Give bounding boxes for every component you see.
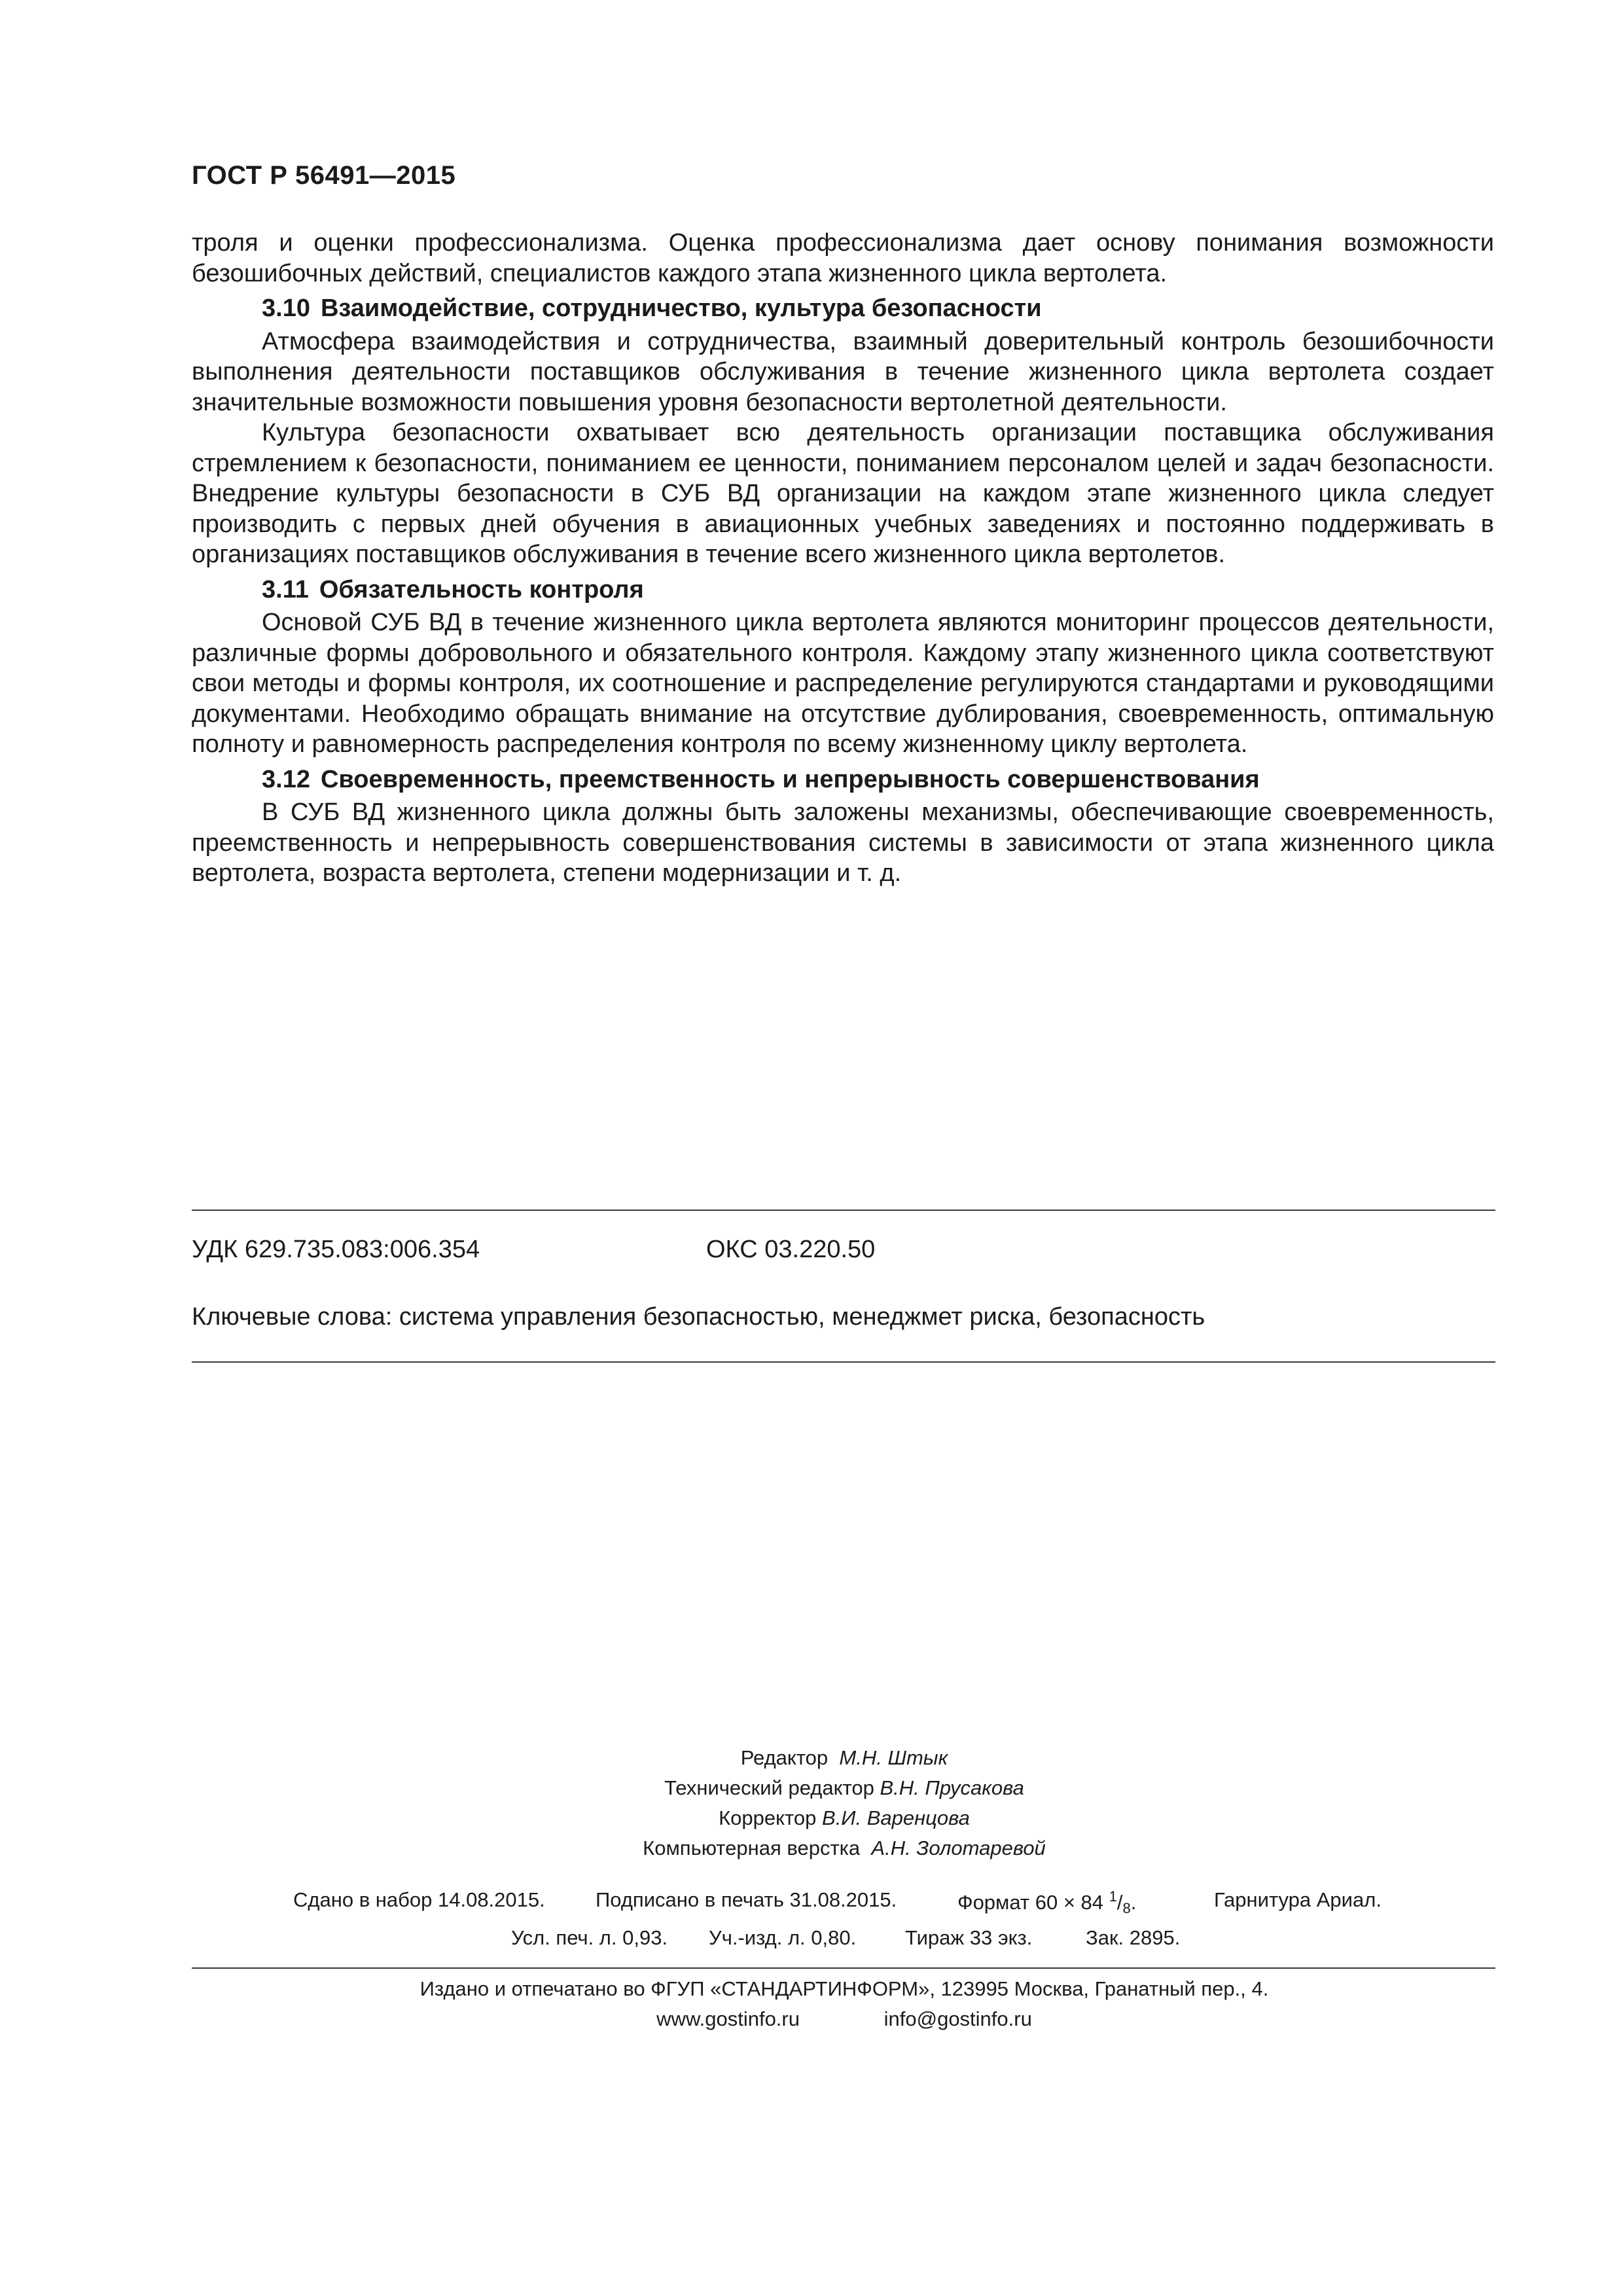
website-link[interactable]: www.gostinfo.ru [656,2007,800,2030]
paragraph: В СУБ ВД жизненного цикла должны быть заложены механизмы, обеспечивающие своевременность, преемственность и непрерывность совершенствования системы в зависимости от этапа жизненного цикла вертолета, возраста вертолета, степени модернизации и т. д. [192,798,1494,887]
publisher-line: Издано и отпечатано во ФГУП «СТАНДАРТИНФОРМ», 123995 Москва, Гранатный пер., 4. [419,1977,1269,2000]
section-title: Взаимодействие, сотрудничество, культура безопасности [320,295,1042,322]
divider-footer [192,1967,1495,1969]
divider-top [192,1210,1495,1211]
section-heading-3-10 [192,293,1494,324]
section-title: Обязательность контроля [319,575,644,603]
credit-layout: Компьютерная верстка А.Н. Золотаревой [643,1837,1046,1859]
credits-block [0,1743,1623,1863]
section-number: 3.11 [262,575,309,603]
signed-date: Подписано в печать 31.08.2015. [596,1888,897,1911]
paragraph: Основой СУБ ВД в течение жизненного цикла вертолета являются мониторинг процессов деятельности, различные формы добровольного и обязательного контроля. Каждому этапу жизненного цикла соответствуют свои методы и формы контроля, их соотношение и распределение регулируются стандартами и руководящими документами. Необходимо обращать внимание на отсутствие дублирования, своевременность, оптимальную полноту и равномерность распределения контроля по всему жизненному циклу вертолета. [192,609,1494,758]
circulation: Тираж 33 экз. [905,1926,1033,1949]
section-number: 3.12 [262,765,310,793]
classification-row [192,1236,876,1264]
section-heading-3-12 [192,764,1494,795]
paragraph: Атмосфера взаимодействия и сотрудничества, взаимный доверительный контроль безошибочности выполнения деятельности поставщиков обслуживания в течение жизненного цикла вертолета создает значительные возможности повышения уровня безопасности вертолетной деятельности. [192,327,1494,416]
section-number: 3.10 [262,295,310,322]
document-body [192,228,1494,889]
format: Формат 60 × 84 $^1/_8$. [957,1888,1137,1916]
order-number: Зак. 2895. [1086,1926,1181,1949]
credit-tech-editor: Технический редактор В.Н. Прусакова [664,1776,1024,1799]
print-sheets: Усл. печ. л. 0,93. [511,1926,668,1949]
udk-code: УДК 629.735.083:006.354 [192,1236,480,1263]
oks-code: ОКС 03.220.50 [706,1236,876,1263]
section-title: Своевременность, преемственность и непрерывность совершенствования [320,765,1260,793]
credit-corrector: Корректор В.И. Варенцова [719,1806,970,1829]
typeface: Гарнитура Ариал. [1214,1888,1382,1911]
section-heading-3-11 [192,575,1494,605]
page-header-title: ГОСТ Р 56491—2015 [192,161,456,190]
edition-sheets: Уч.-изд. л. 0,80. [709,1926,857,1949]
continuation-paragraph: троля и оценки профессионализма. Оценка профессионализма дает основу понимания возможности безошибочных действий, специалистов каждого этапа жизненного цикла вертолета. [192,229,1494,287]
submitted-date: Сдано в набор 14.08.2015. [293,1888,545,1911]
divider-bottom [192,1361,1495,1363]
publication-row-2 [0,1926,1623,1956]
email-link[interactable]: info@gostinfo.ru [883,2007,1032,2030]
keywords: Ключевые слова: система управления безопасностью, менеджмет риска, безопасность [192,1303,1205,1331]
publication-row-1 [0,1888,1623,1918]
credit-editor: Редактор М.Н. Штык [740,1746,948,1769]
paragraph: Культура безопасности охватывает всю деятельность организации поставщика обслуживания стремлением к безопасности, пониманием ее ценности, пониманием персоналом целей и задач безопасности. Внедрение культуры безопасности в СУБ ВД организации на каждом этапе жизненного цикла следует производить с первых дней обучения в авиационных учебных заведениях и постоянно поддерживать в организациях поставщиков обслуживания в течение всего жизненного цикла вертолетов. [192,419,1494,568]
publisher-footer [0,1974,1623,2034]
contacts-line [0,2004,1623,2034]
